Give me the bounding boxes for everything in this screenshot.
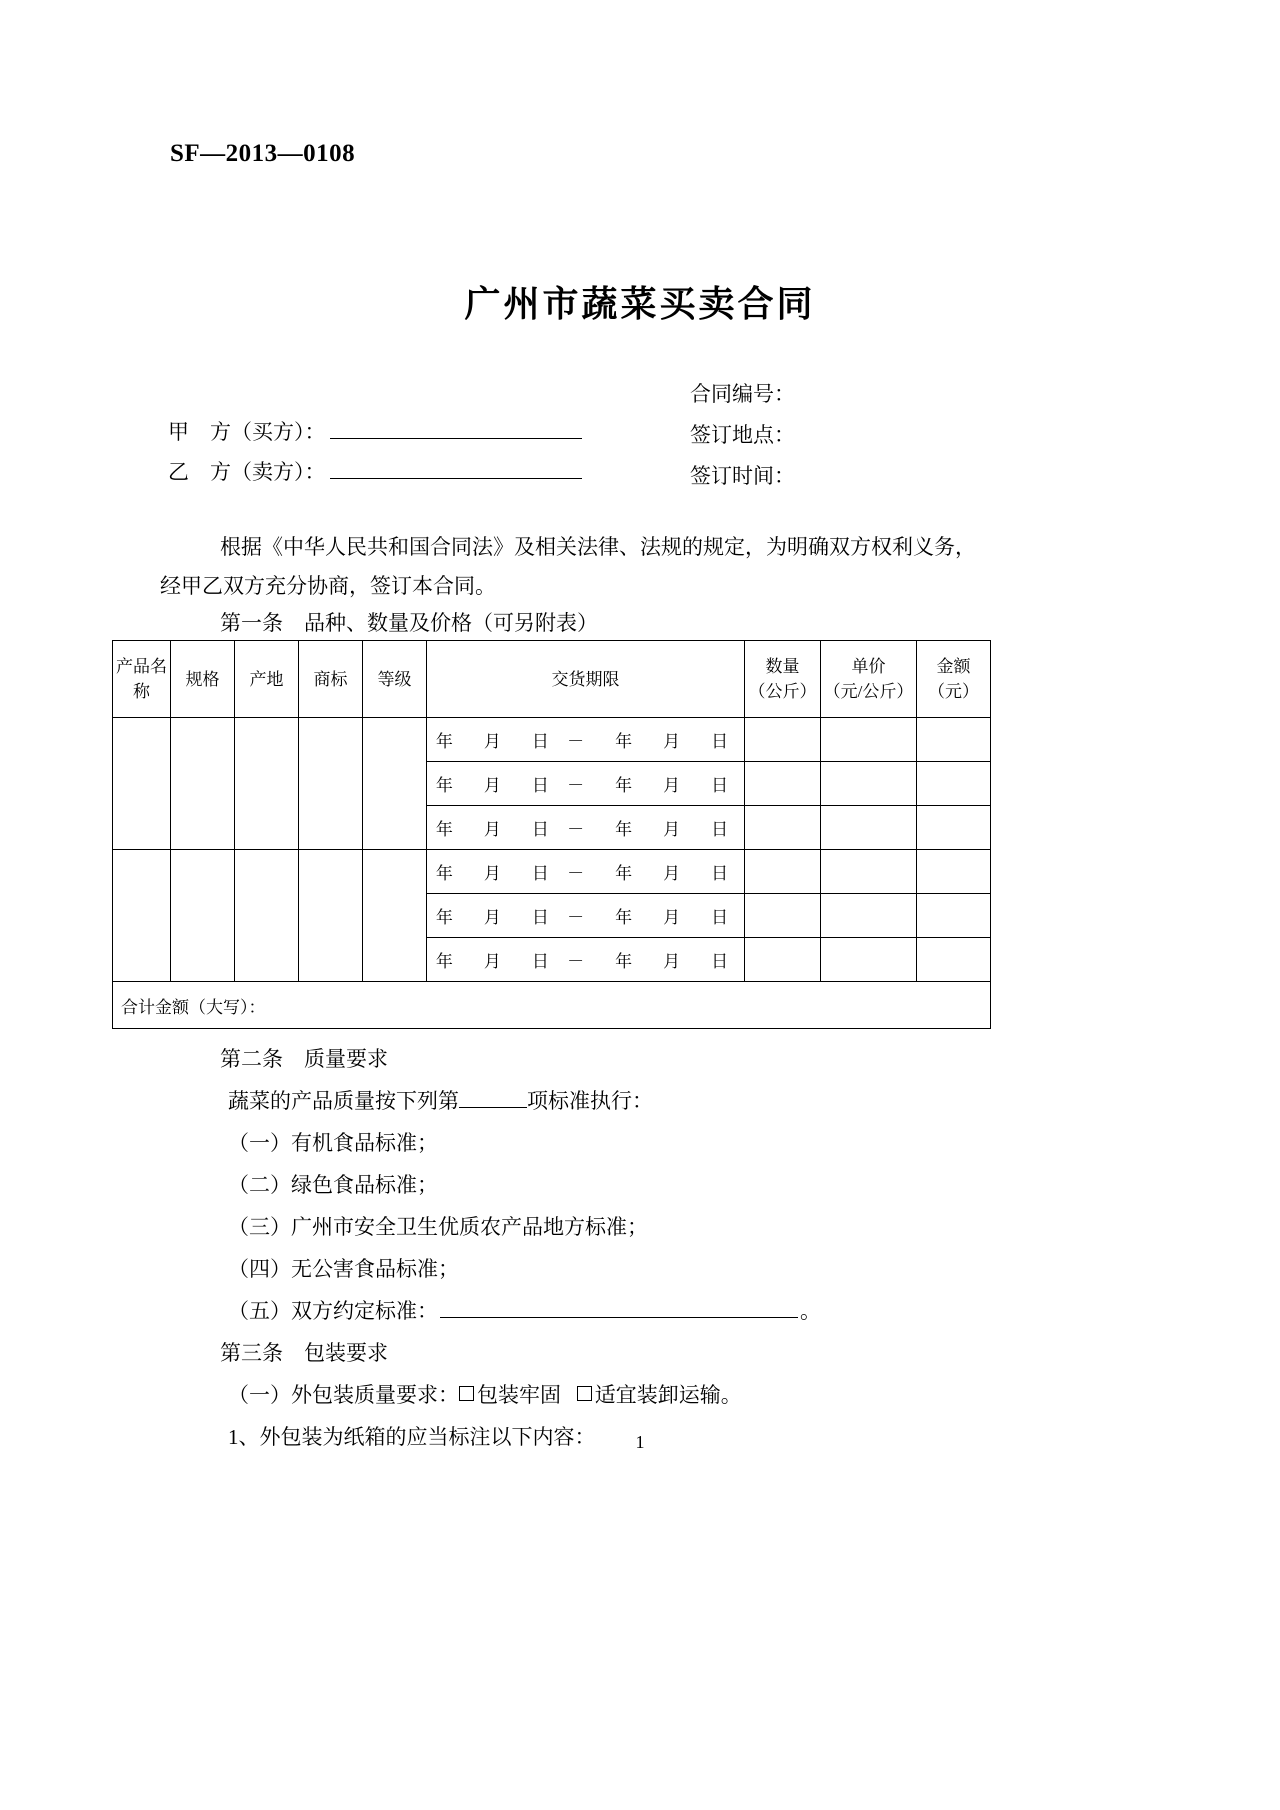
clause-3-item-1-before: （一）外包装质量要求： [228, 1383, 459, 1407]
cell-delivery-period[interactable]: 年 月 日 － 年 月 日 [427, 718, 745, 762]
checkbox-icon[interactable] [459, 1386, 474, 1401]
cell-quantity[interactable] [745, 806, 821, 850]
table-header-row [113, 641, 991, 718]
sign-time-label: 签订时间： [690, 464, 795, 488]
cell-unit-price[interactable] [821, 938, 917, 982]
header-unit-price-text: 单价 [851, 657, 886, 676]
cell-grade[interactable] [363, 850, 427, 982]
cell-unit-price[interactable] [821, 718, 917, 762]
clause-2-item-4: （四）无公害食品标准； [228, 1257, 459, 1281]
clause-2-item-5-before: （五）双方约定标准： [228, 1299, 438, 1323]
cell-quantity[interactable] [745, 894, 821, 938]
cell-unit-price[interactable] [821, 850, 917, 894]
clause-3-item-2: 1、外包装为纸箱的应当标注以下内容： [228, 1425, 596, 1449]
sign-place-label: 签订地点： [690, 423, 795, 447]
page-number: 1 [635, 1432, 645, 1452]
intro-line-1: 根据《中华人民共和国合同法》及相关法律、法规的规定，为明确双方权利义务， [220, 535, 976, 559]
total-amount-label[interactable]: 合计金额（大写）： [113, 982, 991, 1029]
cell-amount[interactable] [917, 850, 991, 894]
clause-2-lead [0, 1080, 1280, 1122]
cell-amount[interactable] [917, 806, 991, 850]
page-title: 广州市蔬菜买卖合同 [464, 284, 816, 325]
header-amount-text: 金额 [936, 657, 971, 676]
header-unit-price [821, 641, 917, 718]
cell-delivery-period[interactable]: 年 月 日 － 年 月 日 [427, 894, 745, 938]
cell-quantity[interactable] [745, 938, 821, 982]
header-quantity-text: 数量 [765, 657, 800, 676]
seller-input-line[interactable] [330, 458, 582, 479]
header-delivery-period: 交货期限 [427, 641, 745, 718]
header-amount-unit: （元） [928, 682, 979, 701]
table-total-row [113, 982, 991, 1029]
cell-origin[interactable] [235, 850, 299, 982]
cell-spec[interactable] [171, 718, 235, 850]
cell-brand[interactable] [299, 718, 363, 850]
intro-line-2: 经甲乙双方充分协商，签订本合同。 [160, 574, 496, 598]
clause-2-item-2: （二）绿色食品标准； [228, 1173, 438, 1197]
cell-grade[interactable] [363, 718, 427, 850]
clause-2-item-5-after: 。 [800, 1299, 821, 1323]
clause-3-title: 第三条 包装要求 [220, 1341, 388, 1365]
buyer-row [168, 412, 582, 452]
cell-product-name[interactable] [113, 718, 171, 850]
product-table-wrapper [112, 640, 979, 1029]
clause-2-title: 第二条 质量要求 [220, 1047, 388, 1071]
parties-block [168, 412, 582, 492]
cell-origin[interactable] [235, 718, 299, 850]
header-spec: 规格 [171, 641, 235, 718]
cell-quantity[interactable] [745, 718, 821, 762]
clause-2-item-3: （三）广州市安全卫生优质农产品地方标准； [228, 1215, 648, 1239]
seller-label: 乙 方（卖方）： [168, 460, 326, 484]
contract-meta-block [690, 374, 795, 497]
cell-delivery-period[interactable]: 年 月 日 － 年 月 日 [427, 850, 745, 894]
cell-amount[interactable] [917, 938, 991, 982]
cell-amount[interactable] [917, 762, 991, 806]
clause-2-lead-before: 蔬菜的产品质量按下列第 [228, 1089, 459, 1113]
table-row [113, 850, 991, 894]
cell-unit-price[interactable] [821, 806, 917, 850]
cell-spec[interactable] [171, 850, 235, 982]
clause-2-item-1: （一）有机食品标准； [228, 1131, 438, 1155]
cell-delivery-period[interactable]: 年 月 日 － 年 月 日 [427, 762, 745, 806]
buyer-input-line[interactable] [330, 418, 582, 439]
cell-brand[interactable] [299, 850, 363, 982]
cell-unit-price[interactable] [821, 762, 917, 806]
cell-delivery-period[interactable]: 年 月 日 － 年 月 日 [427, 938, 745, 982]
header-brand: 商标 [299, 641, 363, 718]
document-code: SF—2013—0108 [170, 140, 356, 167]
clause-2-lead-after: 项标准执行： [527, 1089, 653, 1113]
cell-amount[interactable] [917, 718, 991, 762]
header-product-name: 产品名称 [113, 641, 171, 718]
clause-3-option-1: 包装牢固 [477, 1383, 561, 1407]
checkbox-icon[interactable] [577, 1386, 592, 1401]
contract-number-label: 合同编号： [690, 382, 795, 406]
clause-3-item-1 [0, 1374, 1280, 1416]
cell-amount[interactable] [917, 894, 991, 938]
clause-3-option-2: 适宜装卸运输。 [594, 1383, 742, 1407]
clause-1-title: 第一条 品种、数量及价格（可另附表） [220, 611, 598, 635]
agreed-standard-input[interactable] [440, 1298, 798, 1318]
cell-product-name[interactable] [113, 850, 171, 982]
header-unit-price-unit: （元/公斤） [823, 682, 914, 701]
product-table [112, 640, 991, 1029]
cell-unit-price[interactable] [821, 894, 917, 938]
cell-delivery-period[interactable]: 年 月 日 － 年 月 日 [427, 806, 745, 850]
header-origin: 产地 [235, 641, 299, 718]
cell-quantity[interactable] [745, 850, 821, 894]
header-grade: 等级 [363, 641, 427, 718]
cell-quantity[interactable] [745, 762, 821, 806]
clause-2-item-5 [0, 1290, 1280, 1332]
header-amount [917, 641, 991, 718]
table-row [113, 718, 991, 762]
clauses-block [0, 1038, 1280, 1458]
buyer-label: 甲 方（买方）： [168, 420, 326, 444]
header-quantity-unit: （公斤） [748, 682, 817, 701]
header-quantity [745, 641, 821, 718]
seller-row [168, 452, 582, 492]
standard-number-input[interactable] [459, 1088, 527, 1108]
